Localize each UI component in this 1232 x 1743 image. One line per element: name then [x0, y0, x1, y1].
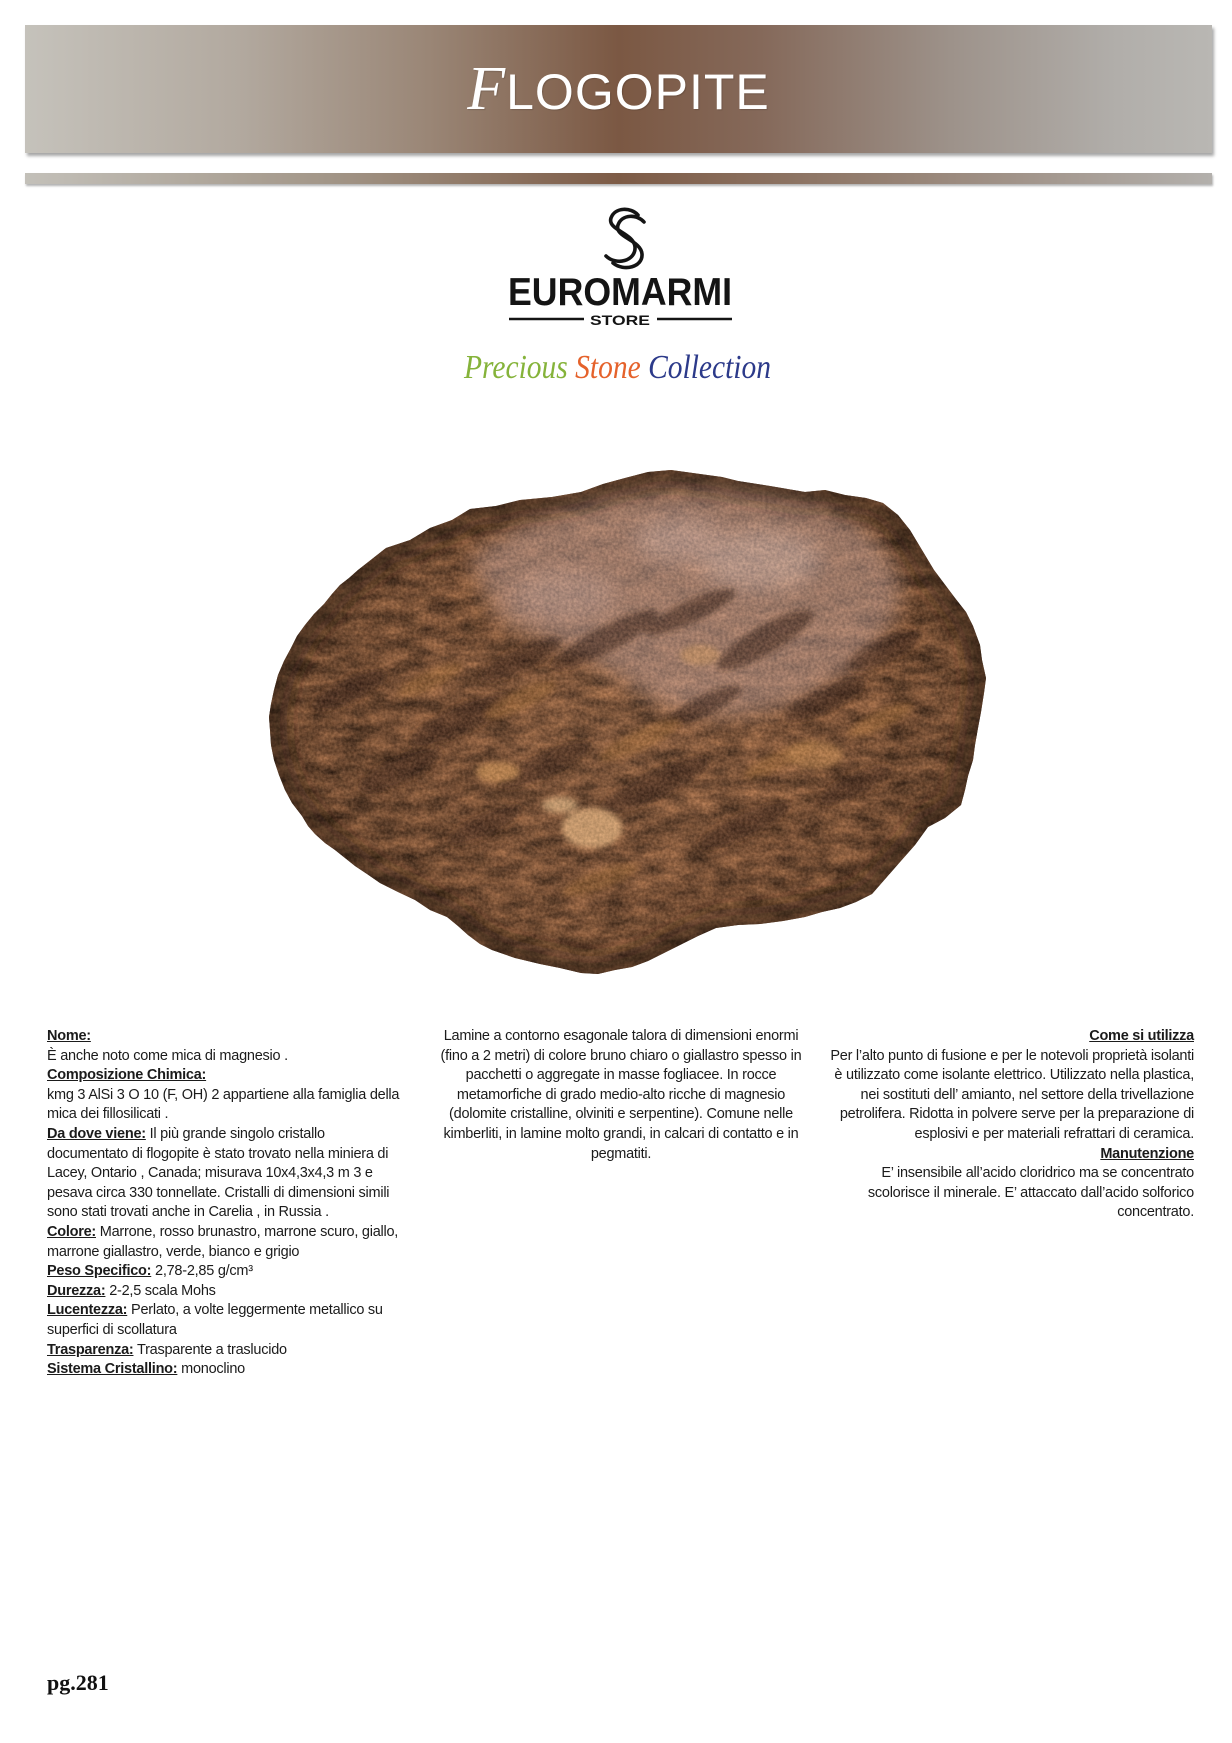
rock-body [250, 450, 1010, 990]
field-durezza [47, 1282, 409, 1302]
field-value: È anche noto come mica di magnesio . [47, 1047, 288, 1064]
field-label: Nome: [47, 1028, 91, 1044]
field-colore [47, 1223, 409, 1262]
field-value: Marrone, rosso brunastro, marrone scuro, giallo, marrone giallastro, verde, bianco e grigio [47, 1223, 399, 1260]
brand-store-label: STORE [590, 312, 650, 328]
brand-name: EUROMARMI [508, 271, 732, 314]
header-underline-bar [25, 173, 1212, 184]
field-label: Trasparenza: [47, 1341, 134, 1358]
field-label: Lucentezza: [47, 1302, 128, 1319]
usage-column [820, 1027, 1194, 1223]
field-nome [47, 1027, 409, 1066]
field-composizione [47, 1066, 409, 1125]
field-label: Durezza: [47, 1282, 106, 1299]
maintenance-heading: Manutenzione [1100, 1145, 1194, 1162]
maintenance-text: E’ insensibile all’acido cloridrico ma se concentrato scolorisce il minerale. E’ attaccato dall’acido solforico concentrato. [867, 1165, 1194, 1221]
logo-s-icon [606, 209, 644, 267]
usage-text: Per l’alto punto di fusione e per le notevoli proprietà isolanti è utilizzato come isolante elettrico. Utilizzato nella plastica, nei sostituti dell’ amianto, nel settore della trivellazione petrolifera. Ridotta in polvere serve per la preparazione di esplosivi e per materiali refrattari di ceramica. [830, 1047, 1194, 1142]
field-label: Composizione Chimica: [47, 1067, 207, 1084]
mineral-photo [250, 450, 1010, 990]
field-sistema-cristallino [47, 1360, 409, 1380]
description-column [436, 1027, 806, 1164]
field-value: 2,78-2,85 g/cm³ [155, 1263, 253, 1280]
usage-heading: Come si utilizza [1089, 1028, 1194, 1044]
field-value: kmg 3 AlSi 3 O 10 (F, OH) 2 appartiene alla famiglia della mica dei fillosilicati . [47, 1086, 400, 1123]
brand-tagline [463, 349, 790, 386]
field-label: Colore: [47, 1223, 96, 1240]
page-title: FLOGOPITE [467, 55, 770, 123]
field-provenienza [47, 1125, 409, 1223]
field-value: monoclino [181, 1361, 245, 1378]
field-label: Peso Specifico: [47, 1263, 152, 1280]
brand-logo [440, 200, 792, 395]
properties-column [47, 1027, 409, 1380]
tagline-word-collection: Collection [648, 349, 790, 386]
description-text: Lamine a contorno esagonale talora di dimensioni enormi (fino a 2 metri) di colore bruno chiaro o giallastro spesso in pacchetti o aggregate in masse fogliacee. In rocce metamorfiche di grado medio-alto ricche di magnesio (dolomite cristalline, olviniti e serpentine). Comune nelle kimberliti, in lamine molto grandi, in calcari di contatto e in pegmatiti. [440, 1028, 802, 1162]
field-label: Da dove viene: [47, 1125, 146, 1142]
field-label: Sistema Cristallino: [47, 1361, 178, 1378]
field-peso-specifico [47, 1262, 409, 1282]
field-value: 2-2,5 scala Mohs [109, 1282, 216, 1299]
field-value: Il più grande singolo cristallo documentato di flogopite è stato trovato nella miniera di Lacey, Ontario , Canada; misurava 10x4,3x4,3 m 3 e pesava circa 330 tonnellate. Cristalli di dimensioni simili sono stati trovati anche in Carelia , in Russia . [47, 1125, 390, 1221]
field-lucentezza [47, 1301, 409, 1340]
page-header [25, 25, 1212, 153]
tagline-word-stone: Stone [575, 349, 651, 386]
field-value: Trasparente a traslucido [137, 1341, 287, 1358]
page-number: pg.281 [47, 1670, 109, 1695]
field-trasparenza [47, 1341, 409, 1361]
field-value: Perlato, a volte leggermente metallico su superfici di scollatura [47, 1302, 383, 1338]
tagline-word-precious: Precious [464, 349, 584, 386]
